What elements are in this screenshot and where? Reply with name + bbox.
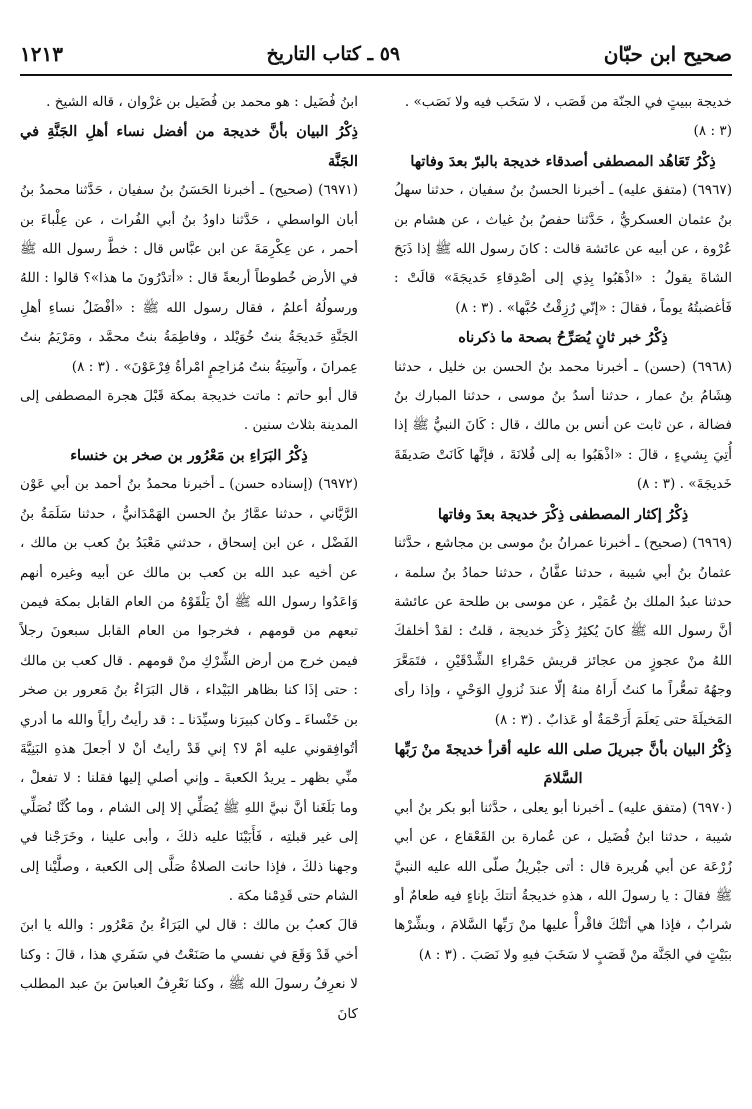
text-paragraph: (٦٩٧١) (صحيح) ـ أخبرنا الحَسَنُ بنُ سفيان ، حَدَّثنا محمدُ بنُ أبان الواسطي ، حَدَّثنا داودُ بنُ أبي الفُرات ، عن عِلْباءَ بن أحمر ، عن عِكْرِمَةَ عن ابن عبَّاس قال : خطَّ رسول الله ﷺ في الأرض خُطوطاً أربعةً قال : «أتدْرُونَ ما هذا»؟ قالوا : اللهُ ورسولُهُ أعلمُ ، فقال رسول الله ﷺ : «أفْضَلُ نساءِ أهلِ الجَنَّةِ خَديجَةُ بنتُ خُوَيْلد ، وفاطِمَةُ بنتُ محمَّد ، ومَرْيَمُ بنتُ عِمرانَ ، وآسِيَةُ بنتُ مُزاحِمٍ امْرأةُ فِرْعَوْنَ» . (٣ : ٨)	[20, 182, 358, 375]
section-heading: ذِكْرُ البَرَاءِ بن مَعْرُور بن صخر بن خنساء	[70, 446, 308, 464]
text-paragraph: (٦٩٧٠) (متفق عليه) ـ أخبرنا أبو يعلى ، حدَّثنا أبو بكر بنُ أبي شيبة ، حدثنا ابنُ فُضَيل ، عن عُمارة بن القَعْقاع ، عن أبي زُرْعَة عن أبي هُريرة قال : أتى جبْريلُ صلّى الله عليه النبيَّ ﷺ فقالَ : يا رسولَ الله ، هذهِ خديجةُ أتتكَ بإناءٍ فيه طعامٌ أو شرابٌ ، فإذا هي أتَتْكَ فاقْرأْ عليها منْ رَبِّها السَّلامَ ، وبشِّرْها ببَيْتٍ في الجَنَّة منْ قَصَبٍ لا سَخَبَ فيهِ ولا نَصَبَ . (٣ : ٨)	[394, 799, 732, 963]
page-number: ١٢١٣	[20, 42, 63, 66]
text-paragraph: (٦٩٧٢) (إسناده حسن) ـ أخبرنا محمدُ بنُ أحمد بن أبي عَوْن الرَّيَّاني ، حدثنا عمَّارُ بنُ الحسن الهَمْدَانيُّ ، حدثنا سَلَمَةُ بنُ الفَضْل ، عن ابن إسحاق ، حدثني مَعْبَدُ بنُ كعب بن مالك ، عن أخيه عبد الله بن كعب بن مالك عن أبيه وغيره أنهم وَاعَدُوا رسول الله ﷺ أنْ يَلْقَوْهُ من العام القابل بمكة فيمن تبعهم من قومهم ، فخرجوا من العام القابل سبعونَ رجلاً فيمن خرج من أرض الشِّرْكِ منْ قومهم . قال كعب بن مالك : حتى إذَا كنا بظاهر البَيْداء ، قال البَرَاءُ بنُ مَعرور بن صخر بن خَنْساءَ ـ وكان كبيرَنا وسيِّدَنا ـ : قد رأيتُ رأياً والله ما أدري أتُوافِقوني عليه أمْ لا؟ إني قَدْ رأيتُ أنْ لا أجعلَ هذهِ البَنِيَّةَ منِّي بظهر ـ يريدُ الكعبةَ ـ وإني أصلي إليها فقلنا : لا تفعلْ ، وما بَلَغَنا أنَّ نبيَّ اللهِ ﷺ يُصَلِّي إلا إلى الشام ، وما كُنَّا نُصَلِّي إلى غير قبلتِه ، فَأَبَيْنَا عليه ذلكَ ، وأبى علينا ، وخَرَجْنا في وجهنا ذلكَ ، فإذا حانت الصلاةُ صَلَّى إلى الكعبة ، وصلَّيْنا إلى الشام حتى قَدِمْنا مكة .	[20, 476, 358, 904]
book-title: صحيح ابن حبّان	[603, 42, 732, 66]
page-header	[20, 38, 732, 70]
text-paragraph: قال أبو حاتم : ماتت خديجة بمكة قَبْلَ هجرة المصطفى إلى المدينة بثلاث سنين .	[20, 388, 358, 434]
header-divider	[20, 74, 732, 76]
chapter-title: ٥٩ ـ كتاب التاريخ	[266, 43, 401, 65]
section-heading: ذِكْرُ البيان بأنَّ خديجة من أفضل نساء أهلِ الجَنَّةِ في الجَنَّة	[20, 123, 358, 170]
text-paragraph: (٦٩٦٩) (صحيح) ـ أخبرنا عمرانُ بنُ موسى بن مجاشع ، حدَّثنا عثمانُ بنُ أبي شيبة ، حدثنا عفَّانُ ، حدثنا حمادُ بنُ سلمة ، حدثنا عبدُ الملك بنُ عُمَيْر ، عن موسى بن طلحة عن عائشة أنَّ رسول الله ﷺ كانَ يُكثِرُ ذِكْرَ خديجة ، قلتُ : لقدْ أخلفكَ اللهُ منْ عجوزٍ من عجائز قريش حَمْراءِ الشِّدْقَيْنِ ، فتَمَعَّرَ وجهُهُ تمعُّراً ما كنتُ أَراهُ منهُ إلّا عندَ نُزولِ الوَحْيِ ، وإذا رأى المَخيلَةَ حتى يَعلَمَ أَرَحْمَةٌ أو عَذابٌ . (٣ : ٨)	[394, 535, 732, 728]
text-paragraph: قالَ كعبُ بن مالك : قال لي البَرَاءُ بنُ مَعْرُور : والله يا ابنَ أخي قَدْ وَقَعَ في نفسي ما صَنَعْتُ في سَفَري هذا ، قالَ : وكنا لا نعرِفُ رسولَ الله ﷺ ، وكنا نَعْرِفُ العباسَ بنَ عبد المطلب كانَ	[20, 917, 358, 1022]
section-heading: ذِكْرُ تَعَاهُد المصطفى أصدقاء خديجة بالبرّ بعدَ وفاتها	[410, 152, 716, 170]
text-paragraph: (٦٩٦٧) (متفق عليه) ـ أخبرنا الحسنُ بنُ سفيان ، حدثنا سهلُ بنُ عثمان العسكريُّ ، حَدَّثنا حفصُ بنُ غياث ، عن هشام بن عُرْوة ، عن أبيه عن عائشة قالت : كانَ رسول الله ﷺ إذا ذَبَحَ الشاةَ يقولُ : «اذْهَبُوا بِذِي إلى أصْدِقاءِ خَديجَةَ» قالَتْ : فَأغضبتُهُ يوماً ، فقالَ : «إنّي رُزِقْتُ حُبَّها» . (٣ : ٨)	[394, 182, 732, 316]
text-paragraph: خديجة ببيتٍ في الجنّة من قَصَب ، لا سَخَب فيه ولا نَصَب» .	[404, 94, 732, 110]
left-column	[20, 88, 358, 1101]
text-paragraph: (٦٩٦٨) (حسن) ـ أخبرنا محمد بنُ الحسن بن خليل ، حدثنا هِشَامُ بنُ عمار ، حدثنا أسدُ بنُ موسى ، حدثنا المبارك بنُ فضالة ، عن ثابت عن أنس بن مالك ، قال : كَانَ النبيُّ ﷺ إذا أُتِيَ بِشيءٍ ، قالَ : «اذْهَبُوا به إلى فُلانَةَ ، فإنَّها كَانَتْ صَديقَةَ خَديجَةَ» . (٣ : ٨)	[394, 358, 732, 493]
text-paragraph: (٣ : ٨)	[693, 123, 732, 140]
section-heading: ذِكْرُ البيان بأنَّ جبريلَ صلى الله عليه أقرأ خديجةَ منْ رَبِّها السَّلامَ	[394, 740, 732, 788]
section-heading: ذِكْرُ إكثار المصطفى ذِكْرَ خديجة بعدَ وفاتها	[437, 505, 689, 523]
text-paragraph: ابنُ فُضَيل : هو محمد بن فُضَيل بن غزْوان ، قاله الشيخ .	[46, 94, 358, 110]
right-column	[394, 88, 732, 1101]
section-heading: ذِكْرُ خبر ثانٍ يُصَرِّحُ بصحة ما ذكرناه	[458, 329, 668, 347]
